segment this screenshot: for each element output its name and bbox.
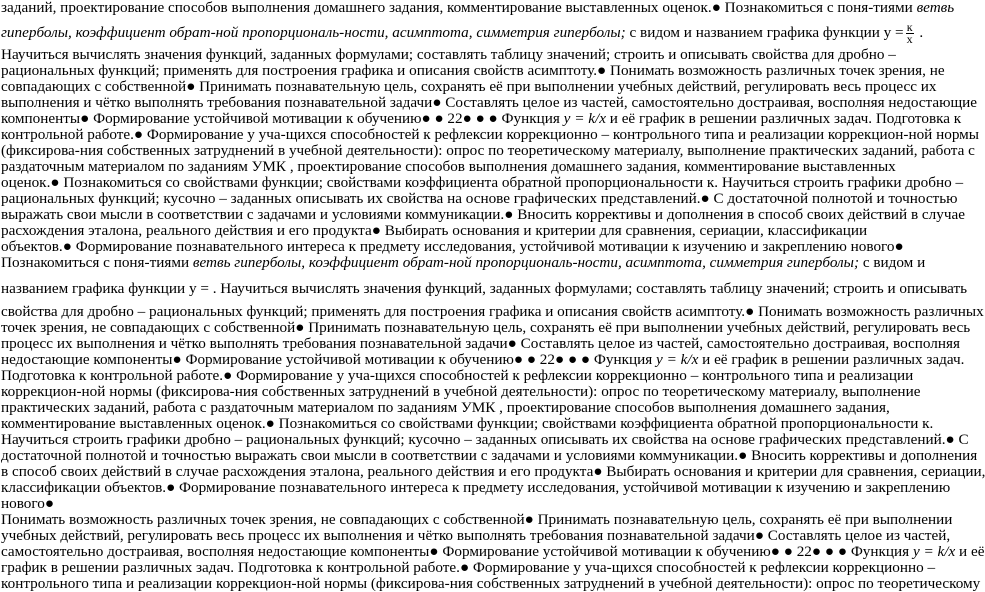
text-segment: Формирование у уча-щихся способностей к рефлексии коррекционно – контрольного типа и реализации коррекцион-ной нормы xyxy=(146,126,979,143)
text-segment: Познакомиться со свойствами функции; свойствами коэффициента обратной пропорциональности к. Научиться строить графики дробно – xyxy=(63,174,964,191)
text-segment: компоненты xyxy=(1,110,81,127)
text-segment: Понимать возможность различных xyxy=(758,303,984,320)
text-segment: Принимать познавательную цель, сохранять её при выполнении xyxy=(537,511,953,528)
text-segment: процесс их выполнения и чётко выполнять требования познавательной задачи xyxy=(1,335,508,352)
bullet-marker: ● xyxy=(295,319,309,336)
bullet-marker: ● xyxy=(754,527,768,544)
text-segment: Формирование устойчивой мотивации к обучению xyxy=(93,110,422,127)
text-segment: заданий, проектирование способов выполнения домашнего задания, комментирование выставленных оценок. xyxy=(1,0,712,16)
text-segment: y = k/x xyxy=(563,110,606,127)
text-segment: Принимать познавательную цель, сохранять её при выполнении учебных действий, регулировать весь xyxy=(308,319,971,336)
text-line xyxy=(1,143,975,159)
text-segment: практических заданий, работа с раздаточным материалом по заданиям УМК , проектирование способов выполнения домашнего задания, xyxy=(1,399,890,416)
text-segment: Вносить коррективы и дополнения xyxy=(751,447,978,464)
bullet-marker: ● xyxy=(945,431,959,448)
text-segment: Вносить коррективы и дополнения в способ своих действий в случае xyxy=(517,206,965,223)
text-segment: достаточной полнотой и точностью выражать свои мысли в соответствии с задачами и условиями коммуникации. xyxy=(1,447,739,464)
text-segment: С достаточной полнотой и точностью xyxy=(713,190,958,207)
bullet-marker: ● xyxy=(700,190,714,207)
text-line xyxy=(1,512,952,528)
bullet-marker: ● xyxy=(432,94,446,111)
text-segment: рациональных функций; применять для построения графика и описания свойств асимптоту. xyxy=(1,62,598,79)
bullet-marker: ● ● ● xyxy=(811,543,851,560)
text-segment: названием графика функции y = . Научиться вычислять значения функций, заданных формулами; составлять таблицу значений; строить и описывать xyxy=(1,280,968,297)
bullet-marker: ● xyxy=(597,62,610,79)
text-segment: Функция xyxy=(501,110,564,127)
text-segment: Познакомиться с поня-тиями xyxy=(1,254,193,271)
bullet-marker: ● xyxy=(504,206,518,223)
text-segment: Познакомиться с поня-тиями xyxy=(724,0,917,16)
text-segment: Формирование устойчивой мотивации к обучению xyxy=(442,543,771,560)
text-segment: Понимать возможность различных точек зрения, не xyxy=(610,62,945,79)
text-segment: недостающие компоненты xyxy=(1,351,173,368)
text-line xyxy=(1,191,957,207)
bullet-marker: ● xyxy=(133,126,147,143)
text-line xyxy=(1,47,896,63)
text-line xyxy=(1,480,950,496)
text-segment: коррекцион-ной нормы (фиксирова-ния собственных затруднений в учебной деятельности): опрос по теоретическому материалу, выполнение xyxy=(1,383,921,400)
text-segment: график в решении различных задач. Подготовка к контрольной работе. xyxy=(1,559,460,576)
text-segment: Формирование у уча-щихся способностей к рефлексии коррекционно – контрольного типа и реализации xyxy=(236,367,914,384)
text-segment: . xyxy=(915,23,924,41)
bullet-marker: ● xyxy=(711,0,725,16)
text-segment: совпадающих с собственной xyxy=(1,78,187,95)
bullet-marker: ● xyxy=(738,447,752,464)
text-segment: Научиться вычислять значения функций, заданных формулами; составлять таблицу значений; строить и описывать свойства для дробно – xyxy=(1,46,896,63)
text-segment: контрольной работе. xyxy=(1,126,134,143)
text-line xyxy=(1,0,954,16)
text-line xyxy=(1,576,980,592)
text-segment: ветвь гиперболы, коэффициент обрат-ной пропорциональ-ности, асимптота, симметрия гиперболы; xyxy=(192,254,860,271)
text-segment: свойства для дробно – рациональных функций; применять для построения графика и описания свойств асимптоту. xyxy=(1,303,746,320)
text-segment: контрольного типа и реализации коррекцион-ной нормы (фиксирова-ния собственных затруднений в учебной деятельности): опрос по теоретическому xyxy=(1,575,981,592)
text-line xyxy=(1,368,913,384)
text-segment: оценок. xyxy=(1,174,51,191)
bullet-marker: ● xyxy=(593,463,607,480)
text-segment: Научиться строить графики дробно – рациональных функций; кусочно – заданных описывать их свойства на основе графических представлений. xyxy=(1,431,946,448)
text-segment: и её график в решении различных задач. xyxy=(698,351,965,368)
text-segment: Формирование у уча-щихся способностей к рефлексии коррекционно – xyxy=(472,559,936,576)
text-line xyxy=(1,496,54,512)
text-segment: Подготовка к контрольной работе. xyxy=(1,367,224,384)
text-segment: выполнения и чётко выполнять требования познавательной задачи xyxy=(1,94,433,111)
text-segment: Формирование познавательного интереса к предмету исследования, устойчивой мотивации к изучению и закреплению нового xyxy=(75,238,895,255)
bullet-marker: ● xyxy=(459,559,473,576)
text-line xyxy=(1,416,933,432)
bullet-marker: ● ● xyxy=(770,543,797,560)
text-line xyxy=(1,336,960,352)
text-segment: Формирование познавательного интереса к предмету исследования, устойчивой мотивации к изучению и закреплению xyxy=(179,479,951,496)
text-line xyxy=(1,281,967,297)
text-segment: с видом и названием графика функции y = xyxy=(625,23,904,41)
bullet-marker: ● xyxy=(223,367,237,384)
text-line xyxy=(1,111,961,127)
text-segment: y = k/x xyxy=(912,543,956,560)
text-line xyxy=(1,223,867,239)
bullet-marker: ● xyxy=(172,351,186,368)
text-segment: раздаточным материалом по заданиям УМК , проектирование способов выполнения домашнего задания, комментирование выставленных xyxy=(1,158,896,175)
text-line xyxy=(1,207,965,223)
text-segment: точек зрения, не совпадающих с собственной xyxy=(1,319,296,336)
text-segment: расхождения эталона, реального действия и его продукта xyxy=(1,222,372,239)
fraction-numerator: к xyxy=(906,20,913,34)
bullet-marker: ● xyxy=(80,110,94,127)
bullet-marker: ● xyxy=(524,511,538,528)
text-segment: Познакомиться со свойствами функции; свойствами коэффициента обратной пропорциональности к. xyxy=(278,415,934,432)
text-segment: (фиксирова-ния собственных затруднений в учебной деятельности): опрос по теоретическому материалу, выполнение практических заданий, работа с xyxy=(1,142,975,159)
bullet-marker: ● xyxy=(166,479,180,496)
text-segment: с видом и xyxy=(859,254,926,271)
text-segment: Принимать познавательную цель, сохранять её при выполнении учебных действий, регулировать весь процесс их xyxy=(199,78,937,95)
text-segment: рациональных функций; кусочно – заданных описывать их свойства на основе графических представлений. xyxy=(1,190,701,207)
bullet-marker: ● xyxy=(371,222,385,239)
bullet-marker: ● xyxy=(44,495,55,512)
bullet-marker: ● xyxy=(50,174,64,191)
bullet-marker: ● ● ● xyxy=(554,351,594,368)
text-line xyxy=(1,159,896,175)
bullet-marker: ● xyxy=(62,238,76,255)
text-segment: нового xyxy=(1,495,45,512)
text-segment: объектов. xyxy=(1,238,63,255)
bullet-marker: ● xyxy=(429,543,443,560)
text-segment: Функция xyxy=(850,543,913,560)
text-line xyxy=(1,448,977,464)
text-line xyxy=(1,79,936,95)
text-segment: и её график в решении различных задач. Подготовка к xyxy=(605,110,962,127)
text-line xyxy=(1,432,969,448)
text-segment: 22 xyxy=(447,110,463,127)
bullet-marker: ● xyxy=(894,238,904,255)
text-line xyxy=(1,95,977,111)
text-segment: 22 xyxy=(796,543,812,560)
text-segment: 22 xyxy=(539,351,555,368)
text-segment: Функция xyxy=(593,351,657,368)
text-segment: Составлять целое из частей, xyxy=(767,527,951,544)
text-segment: Выбирать основания и критерии для сравнения, сериации, xyxy=(606,463,985,480)
text-segment: Формирование устойчивой мотивации к обучению xyxy=(185,351,514,368)
text-segment: учебных действий, регулировать весь процесс их выполнения и чётко выполнять требования познавательной задачи xyxy=(1,527,755,544)
bullet-marker: ● xyxy=(265,415,279,432)
text-line xyxy=(1,127,979,143)
text-segment: и её xyxy=(955,543,985,560)
text-segment: выражать свои мысли в соответствии с задачами и условиями коммуникации. xyxy=(1,206,505,223)
text-line xyxy=(1,22,923,45)
text-segment: Понимать возможность различных точек зрения, не совпадающих с собственной xyxy=(1,511,525,528)
text-line xyxy=(1,239,904,255)
bullet-marker: ● ● ● xyxy=(462,110,502,127)
text-segment: С xyxy=(958,431,969,448)
fraction-denominator: х xyxy=(906,32,913,46)
bullet-marker: ● ● xyxy=(513,351,540,368)
text-segment: ветвь xyxy=(916,0,955,16)
text-line xyxy=(1,400,890,416)
text-line xyxy=(1,320,970,336)
text-segment: в способ своих действий в случае расхождения эталона, реального действия и его продукта xyxy=(1,463,594,480)
bullet-marker: ● xyxy=(507,335,521,352)
text-segment: комментирование выставленных оценок. xyxy=(1,415,266,432)
text-segment: Составлять целое из частей, самостоятельно достраивая, восполняя недостающие xyxy=(445,94,978,111)
text-line xyxy=(1,255,925,271)
text-segment: y = k/x xyxy=(656,351,699,368)
text-segment: самостоятельно достраивая, восполняя недостающие компоненты xyxy=(1,543,430,560)
text-line xyxy=(1,63,945,79)
text-line xyxy=(1,304,984,320)
bullet-marker: ● xyxy=(186,78,200,95)
text-segment: Выбирать основания и критерии для сравнения, сериации, классификации xyxy=(384,222,868,239)
text-line xyxy=(1,560,935,576)
text-line xyxy=(1,175,963,191)
text-segment: гиперболы, коэффициент обрат-ной пропорциональ-ности, асимптота, симметрия гиперболы; xyxy=(1,23,626,41)
bullet-marker: ● xyxy=(745,303,759,320)
text-segment: Составлять целое из частей, самостоятельно достраивая, восполняя xyxy=(520,335,960,352)
text-segment: классификации объектов. xyxy=(1,479,167,496)
fraction-k-over-x xyxy=(906,22,914,45)
text-line xyxy=(1,352,964,368)
text-line xyxy=(1,384,920,400)
bullet-marker: ● ● xyxy=(421,110,448,127)
text-line xyxy=(1,544,984,560)
text-line xyxy=(1,528,950,544)
text-line xyxy=(1,464,985,480)
